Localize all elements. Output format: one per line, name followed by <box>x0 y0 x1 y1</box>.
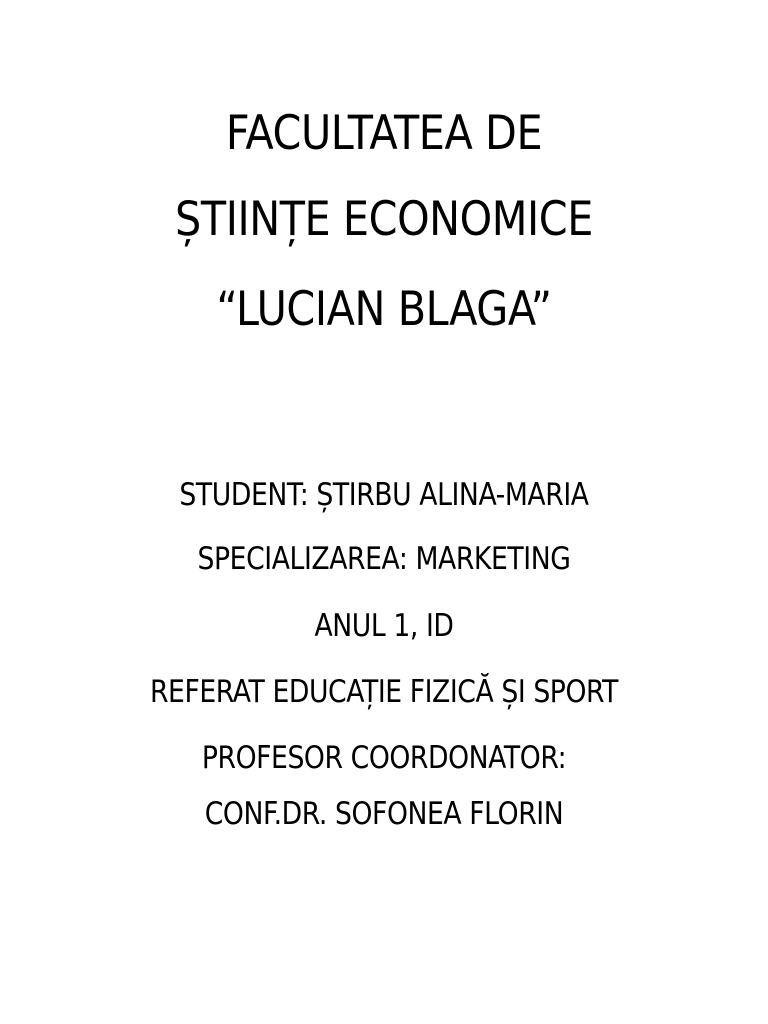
coordinator-label: PROFESOR COORDONATOR: <box>201 740 567 776</box>
specialization: SPECIALIZAREA: MARKETING <box>197 541 571 577</box>
paper-title: REFERAT EDUCAȚIE FIZICĂ ȘI SPORT <box>149 674 619 710</box>
student-name: STUDENT: ȘTIRBU ALINA-MARIA <box>179 477 589 513</box>
coordinator-name: CONF.DR. SOFONEA FLORIN <box>204 796 564 832</box>
faculty-title-line-2: ȘTIINȚE ECONOMICE <box>175 192 593 247</box>
faculty-title-line-1: FACULTATEA DE <box>225 106 543 161</box>
faculty-title-line-3: “LUCIAN BLAGA” <box>216 282 552 337</box>
study-year: ANUL 1, ID <box>314 608 454 644</box>
